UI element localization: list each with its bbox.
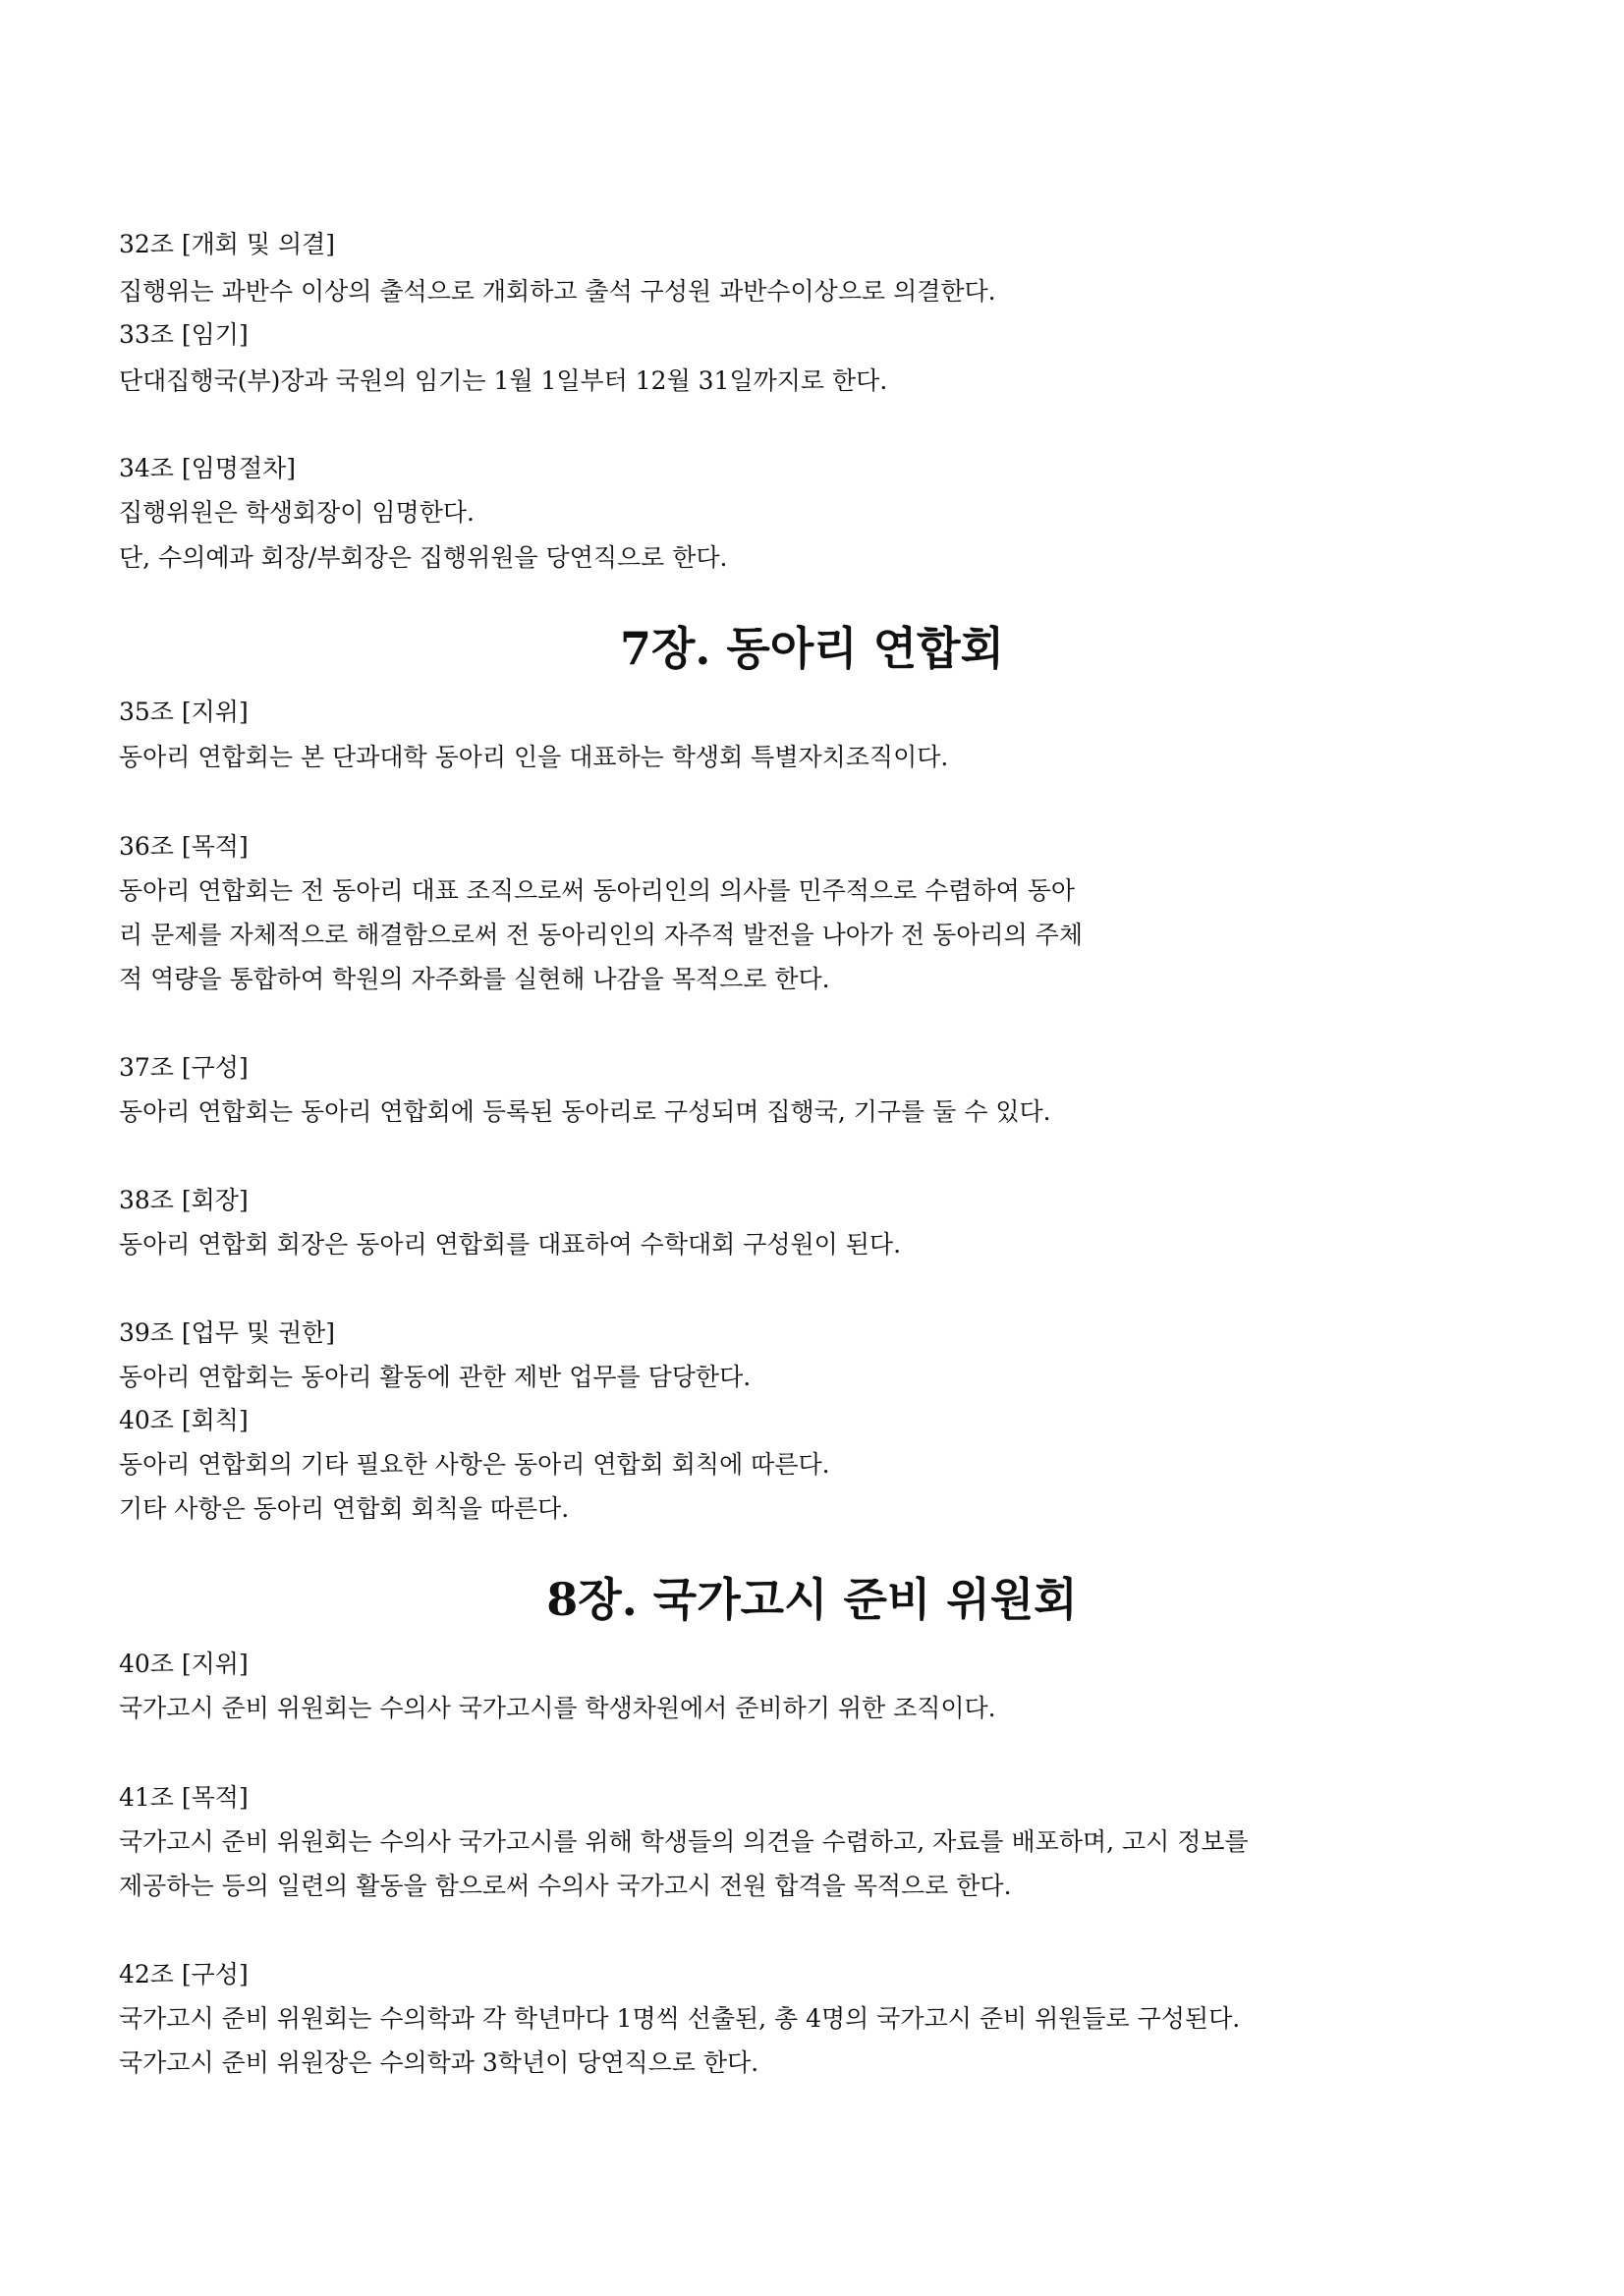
article-38-title: 38조 [회장]	[119, 1186, 249, 1214]
article-36-body-1: 동아리 연합회는 전 동아리 대표 조직으로써 동아리인의 의사를 민주적으로 수렴하여 동아	[119, 876, 1076, 905]
article-41-body-1: 국가고시 준비 위원회는 수의사 국가고시를 위해 학생들의 의견을 수렴하고, 자료를 배포하며, 고시 정보를	[119, 1827, 1249, 1856]
article-35-body: 동아리 연합회는 본 단과대학 동아리 인을 대표하는 학생회 특별자치조직이다.	[119, 743, 949, 771]
article-37-body: 동아리 연합회는 동아리 연합회에 등록된 동아리로 구성되며 집행국, 기구를 둘 수 있다.	[119, 1097, 1051, 1126]
article-34-body-2: 단, 수의예과 회장/부회장은 집행위원을 당연직으로 한다.	[119, 543, 728, 572]
article-35-title: 35조 [지위]	[119, 698, 249, 726]
article-36-title: 36조 [목적]	[119, 832, 249, 861]
article-34-body-1: 집행위원은 학생회장이 임명한다.	[119, 498, 475, 527]
article-40-body-2: 기타 사항은 동아리 연합회 회칙을 따른다.	[119, 1494, 570, 1523]
article-33-body: 단대집행국(부)장과 국원의 임기는 1월 1일부터 12월 31일까지로 한다.	[119, 366, 888, 395]
article-41-body-2: 제공하는 등의 일련의 활동을 함으로써 수의사 국가고시 전원 합격을 목적으로 한다.	[119, 1872, 1012, 1900]
article-32-body: 집행위는 과반수 이상의 출석으로 개회하고 출석 구성원 과반수이상으로 의결한다.	[119, 277, 996, 306]
article-41-title: 41조 [목적]	[119, 1783, 249, 1812]
article-32-title: 32조 [개회 및 의결]	[119, 230, 336, 258]
article-42-body-1: 국가고시 준비 위원회는 수의학과 각 학년마다 1명씩 선출된, 총 4명의 국가고시 준비 위원들로 구성된다.	[119, 2004, 1241, 2033]
article-36-body-2: 리 문제를 자체적으로 해결함으로써 전 동아리인의 자주적 발전을 나아가 전 동아리의 주체	[119, 921, 1083, 949]
article-42-title: 42조 [구성]	[119, 1960, 249, 1988]
article-39-body: 동아리 연합회는 동아리 활동에 관한 제반 업무를 담당한다.	[119, 1363, 752, 1391]
article-37-title: 37조 [구성]	[119, 1053, 249, 1082]
article-40-body-1: 동아리 연합회의 기타 필요한 사항은 동아리 연합회 회칙에 따른다.	[119, 1450, 830, 1479]
article-42-body-2: 국가고시 준비 위원장은 수의학과 3학년이 당연직으로 한다.	[119, 2048, 759, 2077]
article-40b-title: 40조 [지위]	[119, 1650, 249, 1678]
article-36-body-3: 적 역량을 통합하여 학원의 자주화를 실현해 나감을 목적으로 한다.	[119, 965, 830, 993]
chapter-8-heading: 8장. 국가고시 준비 위원회	[546, 1573, 1078, 1626]
article-39-title: 39조 [업무 및 권한]	[119, 1318, 336, 1347]
article-33-title: 33조 [임기]	[119, 320, 249, 349]
article-40-title: 40조 [회칙]	[119, 1406, 249, 1434]
article-34-title: 34조 [임명절차]	[119, 454, 297, 482]
article-40b-body: 국가고시 준비 위원회는 수의사 국가고시를 학생차원에서 준비하기 위한 조직이다.	[119, 1694, 996, 1722]
article-38-body: 동아리 연합회 회장은 동아리 연합회를 대표하여 수학대회 구성원이 된다.	[119, 1230, 902, 1259]
chapter-7-heading: 7장. 동아리 연합회	[619, 622, 1005, 675]
